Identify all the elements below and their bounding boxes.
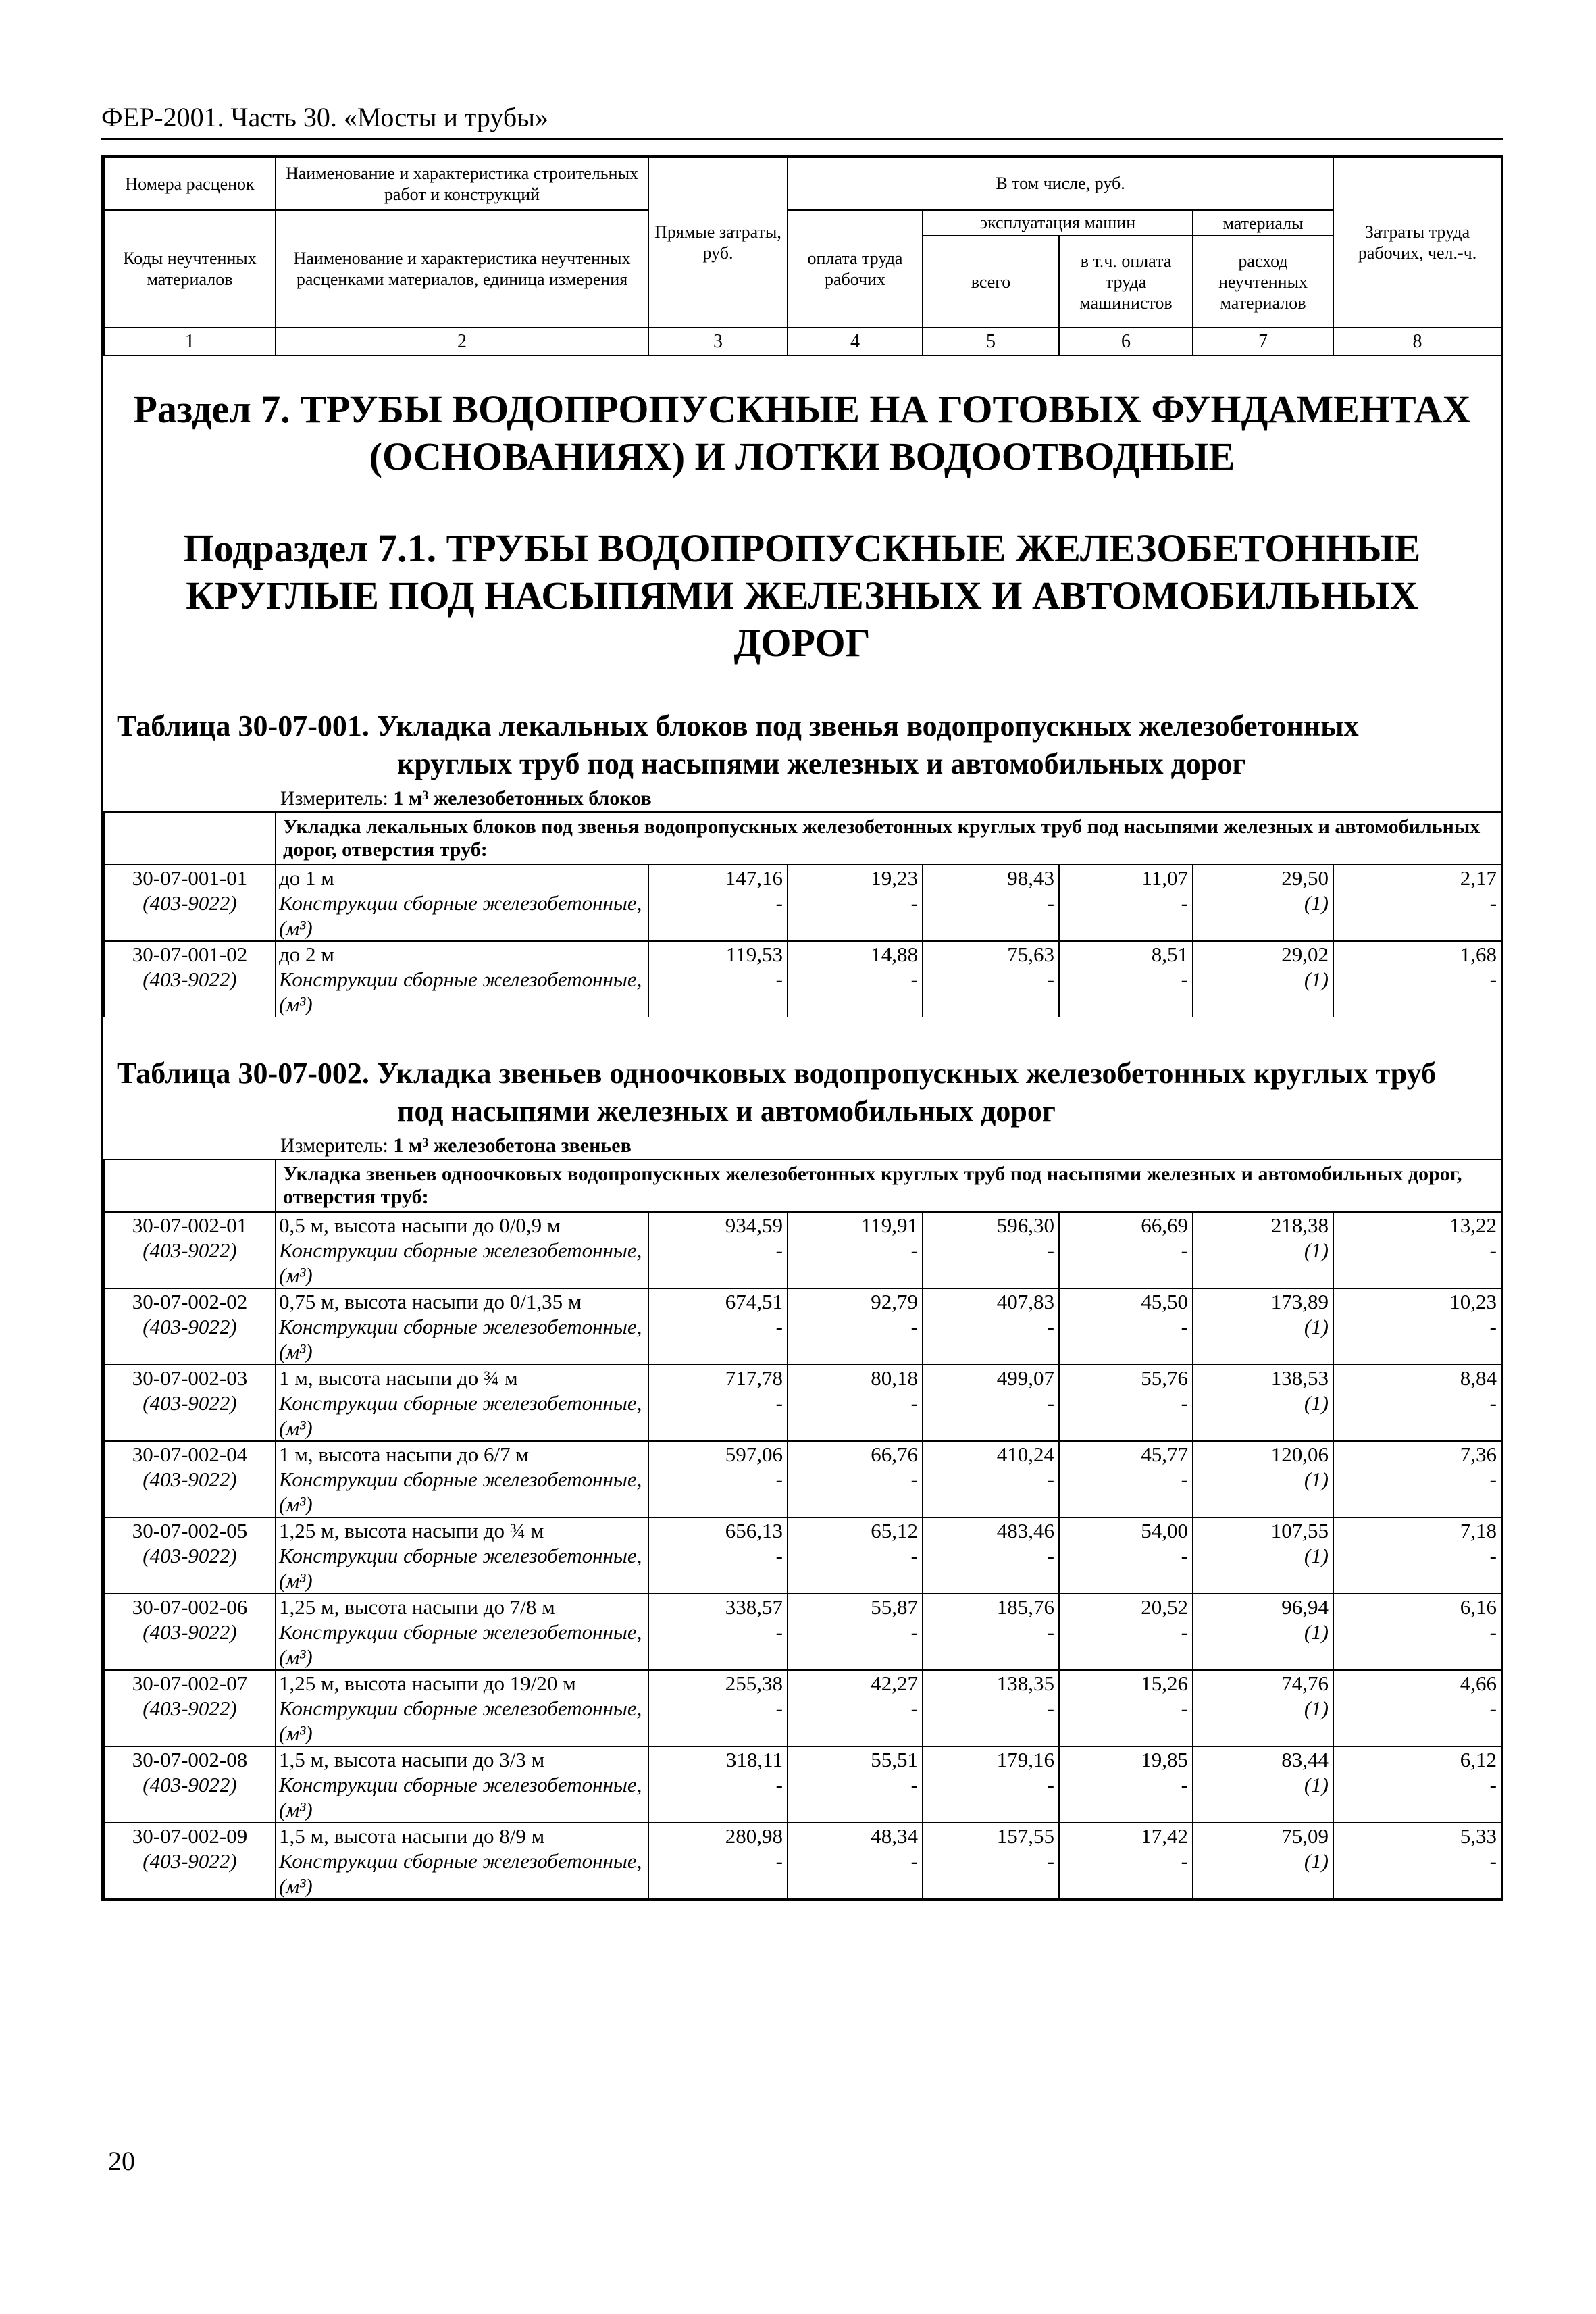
dash-v6: - xyxy=(1059,1238,1193,1288)
material-description: Конструкции сборные железобетонные, (м³) xyxy=(279,1773,642,1821)
dash-v8: - xyxy=(1333,1619,1501,1670)
dash-v8: - xyxy=(1333,1543,1501,1594)
dash-v6: - xyxy=(1059,1467,1193,1517)
dash-v4: - xyxy=(788,1543,923,1594)
header-num-3: 3 xyxy=(648,328,788,355)
dash-v5: - xyxy=(923,1314,1059,1365)
material-code-cell xyxy=(104,1543,276,1594)
value-v6: 45,77 xyxy=(1059,1441,1193,1467)
value-v5: 499,07 xyxy=(923,1365,1059,1390)
material-code-cell xyxy=(104,1619,276,1670)
dash-v6: - xyxy=(1059,1772,1193,1823)
dash-v6: - xyxy=(1059,1619,1193,1670)
table-row xyxy=(104,1670,1501,1696)
dash-v8: - xyxy=(1333,1238,1501,1288)
value-v6: 8,51 xyxy=(1059,941,1193,967)
material-quantity: (1) xyxy=(1193,1467,1333,1517)
value-v8: 1,68 xyxy=(1333,941,1501,967)
dash-v5: - xyxy=(923,1238,1059,1288)
value-v7: 29,02 xyxy=(1193,941,1333,967)
rate-code: 30-07-002-09 xyxy=(104,1823,276,1848)
column-header-table xyxy=(103,157,1502,356)
material-quantity: (1) xyxy=(1193,1314,1333,1365)
material-description: Конструкции сборные железобетонные, (м³) xyxy=(279,891,642,940)
group-empty-cell xyxy=(104,1159,276,1212)
meter-label: Измеритель: xyxy=(280,787,388,809)
rate-description: 1 м, высота насыпи до ¾ м xyxy=(276,1365,648,1390)
dash-v4: - xyxy=(788,1314,923,1365)
material-row xyxy=(104,1772,1501,1823)
header-col2-bottom: Наименование и характеристика неучтенных расценками материалов, единица измерения xyxy=(276,210,648,328)
value-v8: 5,33 xyxy=(1333,1823,1501,1848)
value-v4: 48,34 xyxy=(788,1823,923,1848)
value-v4: 55,51 xyxy=(788,1746,923,1772)
dash-v8: - xyxy=(1333,890,1501,941)
value-v7: 96,94 xyxy=(1193,1594,1333,1619)
dash-v6: - xyxy=(1059,1848,1193,1898)
dash-v6: - xyxy=(1059,1543,1193,1594)
material-description: Конструкции сборные железобетонные, (м³) xyxy=(279,1315,642,1363)
meter-value: 1 м³ железобетона звеньев xyxy=(393,1134,632,1157)
value-v5: 483,46 xyxy=(923,1517,1059,1543)
dash-v4: - xyxy=(788,1390,923,1441)
material-description-cell xyxy=(276,1696,648,1746)
value-v8: 10,23 xyxy=(1333,1288,1501,1314)
section-title: Раздел 7. ТРУБЫ ВОДОПРОПУСКНЫЕ НА ГОТОВЫХ ФУНДАМЕНТАХ (ОСНОВАНИЯХ) И ЛОТКИ ВОДООТВОДНЫЕ xyxy=(133,387,1471,478)
dash-v5: - xyxy=(923,1619,1059,1670)
header-num-7: 7 xyxy=(1193,328,1333,355)
material-code-cell xyxy=(104,1696,276,1746)
dash-v6: - xyxy=(1059,967,1193,1017)
material-code-cell xyxy=(104,1390,276,1441)
value-v4: 42,27 xyxy=(788,1670,923,1696)
value-v7: 75,09 xyxy=(1193,1823,1333,1848)
dash-v3: - xyxy=(648,1314,788,1365)
material-quantity: (1) xyxy=(1193,1238,1333,1288)
rate-description: 1,25 м, высота насыпи до 19/20 м xyxy=(276,1670,648,1696)
value-v4: 66,76 xyxy=(788,1441,923,1467)
value-v8: 8,84 xyxy=(1333,1365,1501,1390)
dash-v3: - xyxy=(648,1467,788,1517)
material-description: Конструкции сборные железобетонные, (м³) xyxy=(279,1620,642,1669)
dash-v5: - xyxy=(923,1467,1059,1517)
value-v4: 14,88 xyxy=(788,941,923,967)
dash-v6: - xyxy=(1059,890,1193,941)
material-row xyxy=(104,1238,1501,1288)
header-col2-top: Наименование и характеристика строительных работ и конструкций xyxy=(276,157,648,210)
table-row xyxy=(104,941,1501,967)
value-v3: 255,38 xyxy=(648,1670,788,1696)
material-code-cell xyxy=(104,1848,276,1898)
value-v5: 407,83 xyxy=(923,1288,1059,1314)
rate-code: 30-07-002-08 xyxy=(104,1746,276,1772)
dash-v4: - xyxy=(788,890,923,941)
material-code: (403-9022) xyxy=(143,1544,237,1567)
table-row xyxy=(104,1823,1501,1848)
meter-label: Измеритель: xyxy=(280,1134,388,1157)
dash-v4: - xyxy=(788,1772,923,1823)
material-description-cell xyxy=(276,1390,648,1441)
material-row xyxy=(104,1848,1501,1898)
value-v4: 119,91 xyxy=(788,1212,923,1238)
material-code-cell xyxy=(104,1314,276,1365)
material-row xyxy=(104,1314,1501,1365)
value-v5: 98,43 xyxy=(923,865,1059,890)
rate-code: 30-07-002-04 xyxy=(104,1441,276,1467)
rate-description: 1,5 м, высота насыпи до 3/3 м xyxy=(276,1746,648,1772)
value-v8: 7,18 xyxy=(1333,1517,1501,1543)
meter-value: 1 м³ железобетонных блоков xyxy=(393,787,652,809)
dash-v6: - xyxy=(1059,1696,1193,1746)
header-materials: материалы xyxy=(1193,210,1333,236)
material-code: (403-9022) xyxy=(143,1391,237,1415)
table-row xyxy=(104,1746,1501,1772)
material-description: Конструкции сборные железобетонные, (м³) xyxy=(279,1238,642,1287)
rate-description: до 2 м xyxy=(276,941,648,967)
document-frame xyxy=(101,155,1503,1901)
material-code: (403-9022) xyxy=(143,1620,237,1644)
material-description: Конструкции сборные железобетонные, (м³) xyxy=(279,1849,642,1898)
value-v7: 218,38 xyxy=(1193,1212,1333,1238)
value-v4: 19,23 xyxy=(788,865,923,890)
material-description-cell xyxy=(276,1238,648,1288)
header-num-1: 1 xyxy=(104,328,276,355)
dash-v8: - xyxy=(1333,967,1501,1017)
material-quantity: (1) xyxy=(1193,1619,1333,1670)
material-row xyxy=(104,1543,1501,1594)
dash-v4: - xyxy=(788,1238,923,1288)
dash-v6: - xyxy=(1059,1390,1193,1441)
value-v6: 17,42 xyxy=(1059,1823,1193,1848)
dash-v8: - xyxy=(1333,1314,1501,1365)
value-v7: 107,55 xyxy=(1193,1517,1333,1543)
rate-description: 0,75 м, высота насыпи до 0/1,35 м xyxy=(276,1288,648,1314)
header-num-8: 8 xyxy=(1333,328,1501,355)
dash-v3: - xyxy=(648,1543,788,1594)
value-v6: 15,26 xyxy=(1059,1670,1193,1696)
rate-code: 30-07-002-07 xyxy=(104,1670,276,1696)
value-v8: 13,22 xyxy=(1333,1212,1501,1238)
header-labor-cost: Затраты труда рабочих, чел.-ч. xyxy=(1333,157,1501,328)
value-v4: 55,87 xyxy=(788,1594,923,1619)
material-description-cell xyxy=(276,1314,648,1365)
value-v3: 674,51 xyxy=(648,1288,788,1314)
material-code: (403-9022) xyxy=(143,1467,237,1491)
dash-v5: - xyxy=(923,1772,1059,1823)
rate-code: 30-07-002-05 xyxy=(104,1517,276,1543)
material-description-cell xyxy=(276,1848,648,1898)
material-code: (403-9022) xyxy=(143,1849,237,1873)
dash-v4: - xyxy=(788,1848,923,1898)
value-v3: 934,59 xyxy=(648,1212,788,1238)
rate-description: 1,5 м, высота насыпи до 8/9 м xyxy=(276,1823,648,1848)
value-v8: 7,36 xyxy=(1333,1441,1501,1467)
rate-description: до 1 м xyxy=(276,865,648,890)
value-v7: 120,06 xyxy=(1193,1441,1333,1467)
dash-v5: - xyxy=(923,1848,1059,1898)
material-quantity: (1) xyxy=(1193,890,1333,941)
value-v3: 119,53 xyxy=(648,941,788,967)
header-direct-costs: Прямые затраты, руб. xyxy=(648,157,788,328)
header-labor-pay: оплата труда рабочих xyxy=(788,210,923,328)
rate-code: 30-07-002-06 xyxy=(104,1594,276,1619)
dash-v8: - xyxy=(1333,1772,1501,1823)
dash-v5: - xyxy=(923,1390,1059,1441)
value-v4: 65,12 xyxy=(788,1517,923,1543)
table-row xyxy=(104,1594,1501,1619)
rates-table-1 xyxy=(103,811,1502,1017)
dash-v3: - xyxy=(648,1696,788,1746)
dash-v3: - xyxy=(648,1619,788,1670)
material-description-cell xyxy=(276,967,648,1017)
rate-code: 30-07-001-01 xyxy=(104,865,276,890)
value-v4: 92,79 xyxy=(788,1288,923,1314)
header-num-4: 4 xyxy=(788,328,923,355)
header-num-2: 2 xyxy=(276,328,648,355)
dash-v4: - xyxy=(788,967,923,1017)
material-description: Конструкции сборные железобетонные, (м³) xyxy=(279,1467,642,1516)
rate-code: 30-07-002-01 xyxy=(104,1212,276,1238)
value-v5: 179,16 xyxy=(923,1746,1059,1772)
value-v4: 80,18 xyxy=(788,1365,923,1390)
material-code: (403-9022) xyxy=(143,1238,237,1262)
material-quantity: (1) xyxy=(1193,1772,1333,1823)
value-v6: 45,50 xyxy=(1059,1288,1193,1314)
material-quantity: (1) xyxy=(1193,1543,1333,1594)
header-machines-total: всего xyxy=(923,236,1059,328)
value-v3: 656,13 xyxy=(648,1517,788,1543)
material-code: (403-9022) xyxy=(143,1696,237,1720)
table-row xyxy=(104,1288,1501,1314)
value-v5: 596,30 xyxy=(923,1212,1059,1238)
dash-v5: - xyxy=(923,1543,1059,1594)
dash-v6: - xyxy=(1059,1314,1193,1365)
table-row xyxy=(104,1365,1501,1390)
header-col1-bottom: Коды неучтенных материалов xyxy=(104,210,276,328)
material-code-cell xyxy=(104,890,276,941)
table-title-2: Таблица 30-07-002. Укладка звеньев одноочковых водопропускных железобетонных круглых труб под насыпями железных и автомобильных дорог xyxy=(117,1057,1437,1128)
material-code: (403-9022) xyxy=(143,1773,237,1796)
material-description-cell xyxy=(276,1619,648,1670)
rate-code: 30-07-001-02 xyxy=(104,941,276,967)
value-v6: 66,69 xyxy=(1059,1212,1193,1238)
material-row xyxy=(104,1390,1501,1441)
dash-v3: - xyxy=(648,1772,788,1823)
rates-table-2 xyxy=(103,1159,1502,1898)
table-row xyxy=(104,1212,1501,1238)
material-row xyxy=(104,1467,1501,1517)
value-v7: 83,44 xyxy=(1193,1746,1333,1772)
material-description-cell xyxy=(276,1772,648,1823)
header-num-6: 6 xyxy=(1059,328,1193,355)
dash-v5: - xyxy=(923,1696,1059,1746)
value-v3: 280,98 xyxy=(648,1823,788,1848)
material-description: Конструкции сборные железобетонные, (м³) xyxy=(279,1696,642,1745)
dash-v8: - xyxy=(1333,1467,1501,1517)
dash-v3: - xyxy=(648,1848,788,1898)
value-v3: 338,57 xyxy=(648,1594,788,1619)
table-title-1: Таблица 30-07-001. Укладка лекальных блоков под звенья водопропускных железобетонных круглых труб под насыпями железных и автомобильных дорог xyxy=(117,709,1359,780)
rate-code: 30-07-002-02 xyxy=(104,1288,276,1314)
dash-v3: - xyxy=(648,967,788,1017)
value-v7: 74,76 xyxy=(1193,1670,1333,1696)
material-quantity: (1) xyxy=(1193,967,1333,1017)
rate-description: 0,5 м, высота насыпи до 0/0,9 м xyxy=(276,1212,648,1238)
value-v7: 29,50 xyxy=(1193,865,1333,890)
dash-v5: - xyxy=(923,890,1059,941)
header-col1-top: Номера расценок xyxy=(104,157,276,210)
header-num-5: 5 xyxy=(923,328,1059,355)
dash-v3: - xyxy=(648,1238,788,1288)
value-v5: 75,63 xyxy=(923,941,1059,967)
material-quantity: (1) xyxy=(1193,1390,1333,1441)
dash-v3: - xyxy=(648,890,788,941)
value-v3: 717,78 xyxy=(648,1365,788,1390)
table-row xyxy=(104,865,1501,890)
value-v6: 20,52 xyxy=(1059,1594,1193,1619)
value-v6: 19,85 xyxy=(1059,1746,1193,1772)
dash-v8: - xyxy=(1333,1696,1501,1746)
header-including: В том числе, руб. xyxy=(788,157,1333,210)
material-description: Конструкции сборные железобетонные, (м³) xyxy=(279,1391,642,1440)
dash-v8: - xyxy=(1333,1390,1501,1441)
value-v8: 4,66 xyxy=(1333,1670,1501,1696)
material-row xyxy=(104,1619,1501,1670)
material-code-cell xyxy=(104,967,276,1017)
table-row xyxy=(104,1441,1501,1467)
material-code: (403-9022) xyxy=(143,891,237,915)
value-v3: 318,11 xyxy=(648,1746,788,1772)
material-code-cell xyxy=(104,1772,276,1823)
material-row xyxy=(104,967,1501,1017)
material-row xyxy=(104,890,1501,941)
value-v5: 138,35 xyxy=(923,1670,1059,1696)
material-quantity: (1) xyxy=(1193,1848,1333,1898)
header-materials-use: расход неучтенных материалов xyxy=(1193,236,1333,328)
page-number: 20 xyxy=(108,2146,135,2176)
material-description: Конструкции сборные железобетонные, (м³) xyxy=(279,967,642,1016)
value-v8: 6,12 xyxy=(1333,1746,1501,1772)
material-code-cell xyxy=(104,1467,276,1517)
value-v8: 2,17 xyxy=(1333,865,1501,890)
document-page xyxy=(101,101,1503,1901)
header-machines: эксплуатация машин xyxy=(923,210,1193,236)
value-v3: 597,06 xyxy=(648,1441,788,1467)
running-head: ФЕР-2001. Часть 30. «Мосты и трубы» xyxy=(101,101,1503,140)
value-v6: 54,00 xyxy=(1059,1517,1193,1543)
value-v7: 138,53 xyxy=(1193,1365,1333,1390)
material-row xyxy=(104,1696,1501,1746)
value-v6: 11,07 xyxy=(1059,865,1193,890)
material-description-cell xyxy=(276,1467,648,1517)
rate-description: 1,25 м, высота насыпи до ¾ м xyxy=(276,1517,648,1543)
material-code: (403-9022) xyxy=(143,1315,237,1338)
value-v5: 185,76 xyxy=(923,1594,1059,1619)
rate-code: 30-07-002-03 xyxy=(104,1365,276,1390)
dash-v4: - xyxy=(788,1467,923,1517)
value-v3: 147,16 xyxy=(648,865,788,890)
value-v6: 55,76 xyxy=(1059,1365,1193,1390)
table-meter-2 xyxy=(103,1133,1501,1159)
value-v5: 157,55 xyxy=(923,1823,1059,1848)
dash-v4: - xyxy=(788,1696,923,1746)
table-meter-1 xyxy=(103,786,1501,811)
header-machines-labor: в т.ч. оплата труда машинистов xyxy=(1059,236,1193,328)
value-v8: 6,16 xyxy=(1333,1594,1501,1619)
group-empty-cell xyxy=(104,812,276,865)
material-code-cell xyxy=(104,1238,276,1288)
table-row xyxy=(104,1517,1501,1543)
dash-v5: - xyxy=(923,967,1059,1017)
group-title: Укладка лекальных блоков под звенья водопропускных железобетонных круглых труб под насыпями железных и автомобильных дорог, отверстия труб: xyxy=(276,812,1501,865)
material-description-cell xyxy=(276,890,648,941)
dash-v3: - xyxy=(648,1390,788,1441)
subsection-title: Подраздел 7.1. ТРУБЫ ВОДОПРОПУСКНЫЕ ЖЕЛЕЗОБЕТОННЫЕ КРУГЛЫЕ ПОД НАСЫПЯМИ ЖЕЛЕЗНЫХ И АВТОМОБИЛЬНЫХ ДОРОГ xyxy=(183,526,1421,665)
rate-description: 1 м, высота насыпи до 6/7 м xyxy=(276,1441,648,1467)
dash-v4: - xyxy=(788,1619,923,1670)
group-title: Укладка звеньев одноочковых водопропускных железобетонных круглых труб под насыпями железных и автомобильных дорог, отверстия труб: xyxy=(276,1159,1501,1212)
value-v5: 410,24 xyxy=(923,1441,1059,1467)
rate-description: 1,25 м, высота насыпи до 7/8 м xyxy=(276,1594,648,1619)
material-description: Конструкции сборные железобетонные, (м³) xyxy=(279,1544,642,1592)
material-quantity: (1) xyxy=(1193,1696,1333,1746)
material-description-cell xyxy=(276,1543,648,1594)
material-code: (403-9022) xyxy=(143,967,237,991)
value-v7: 173,89 xyxy=(1193,1288,1333,1314)
dash-v8: - xyxy=(1333,1848,1501,1898)
